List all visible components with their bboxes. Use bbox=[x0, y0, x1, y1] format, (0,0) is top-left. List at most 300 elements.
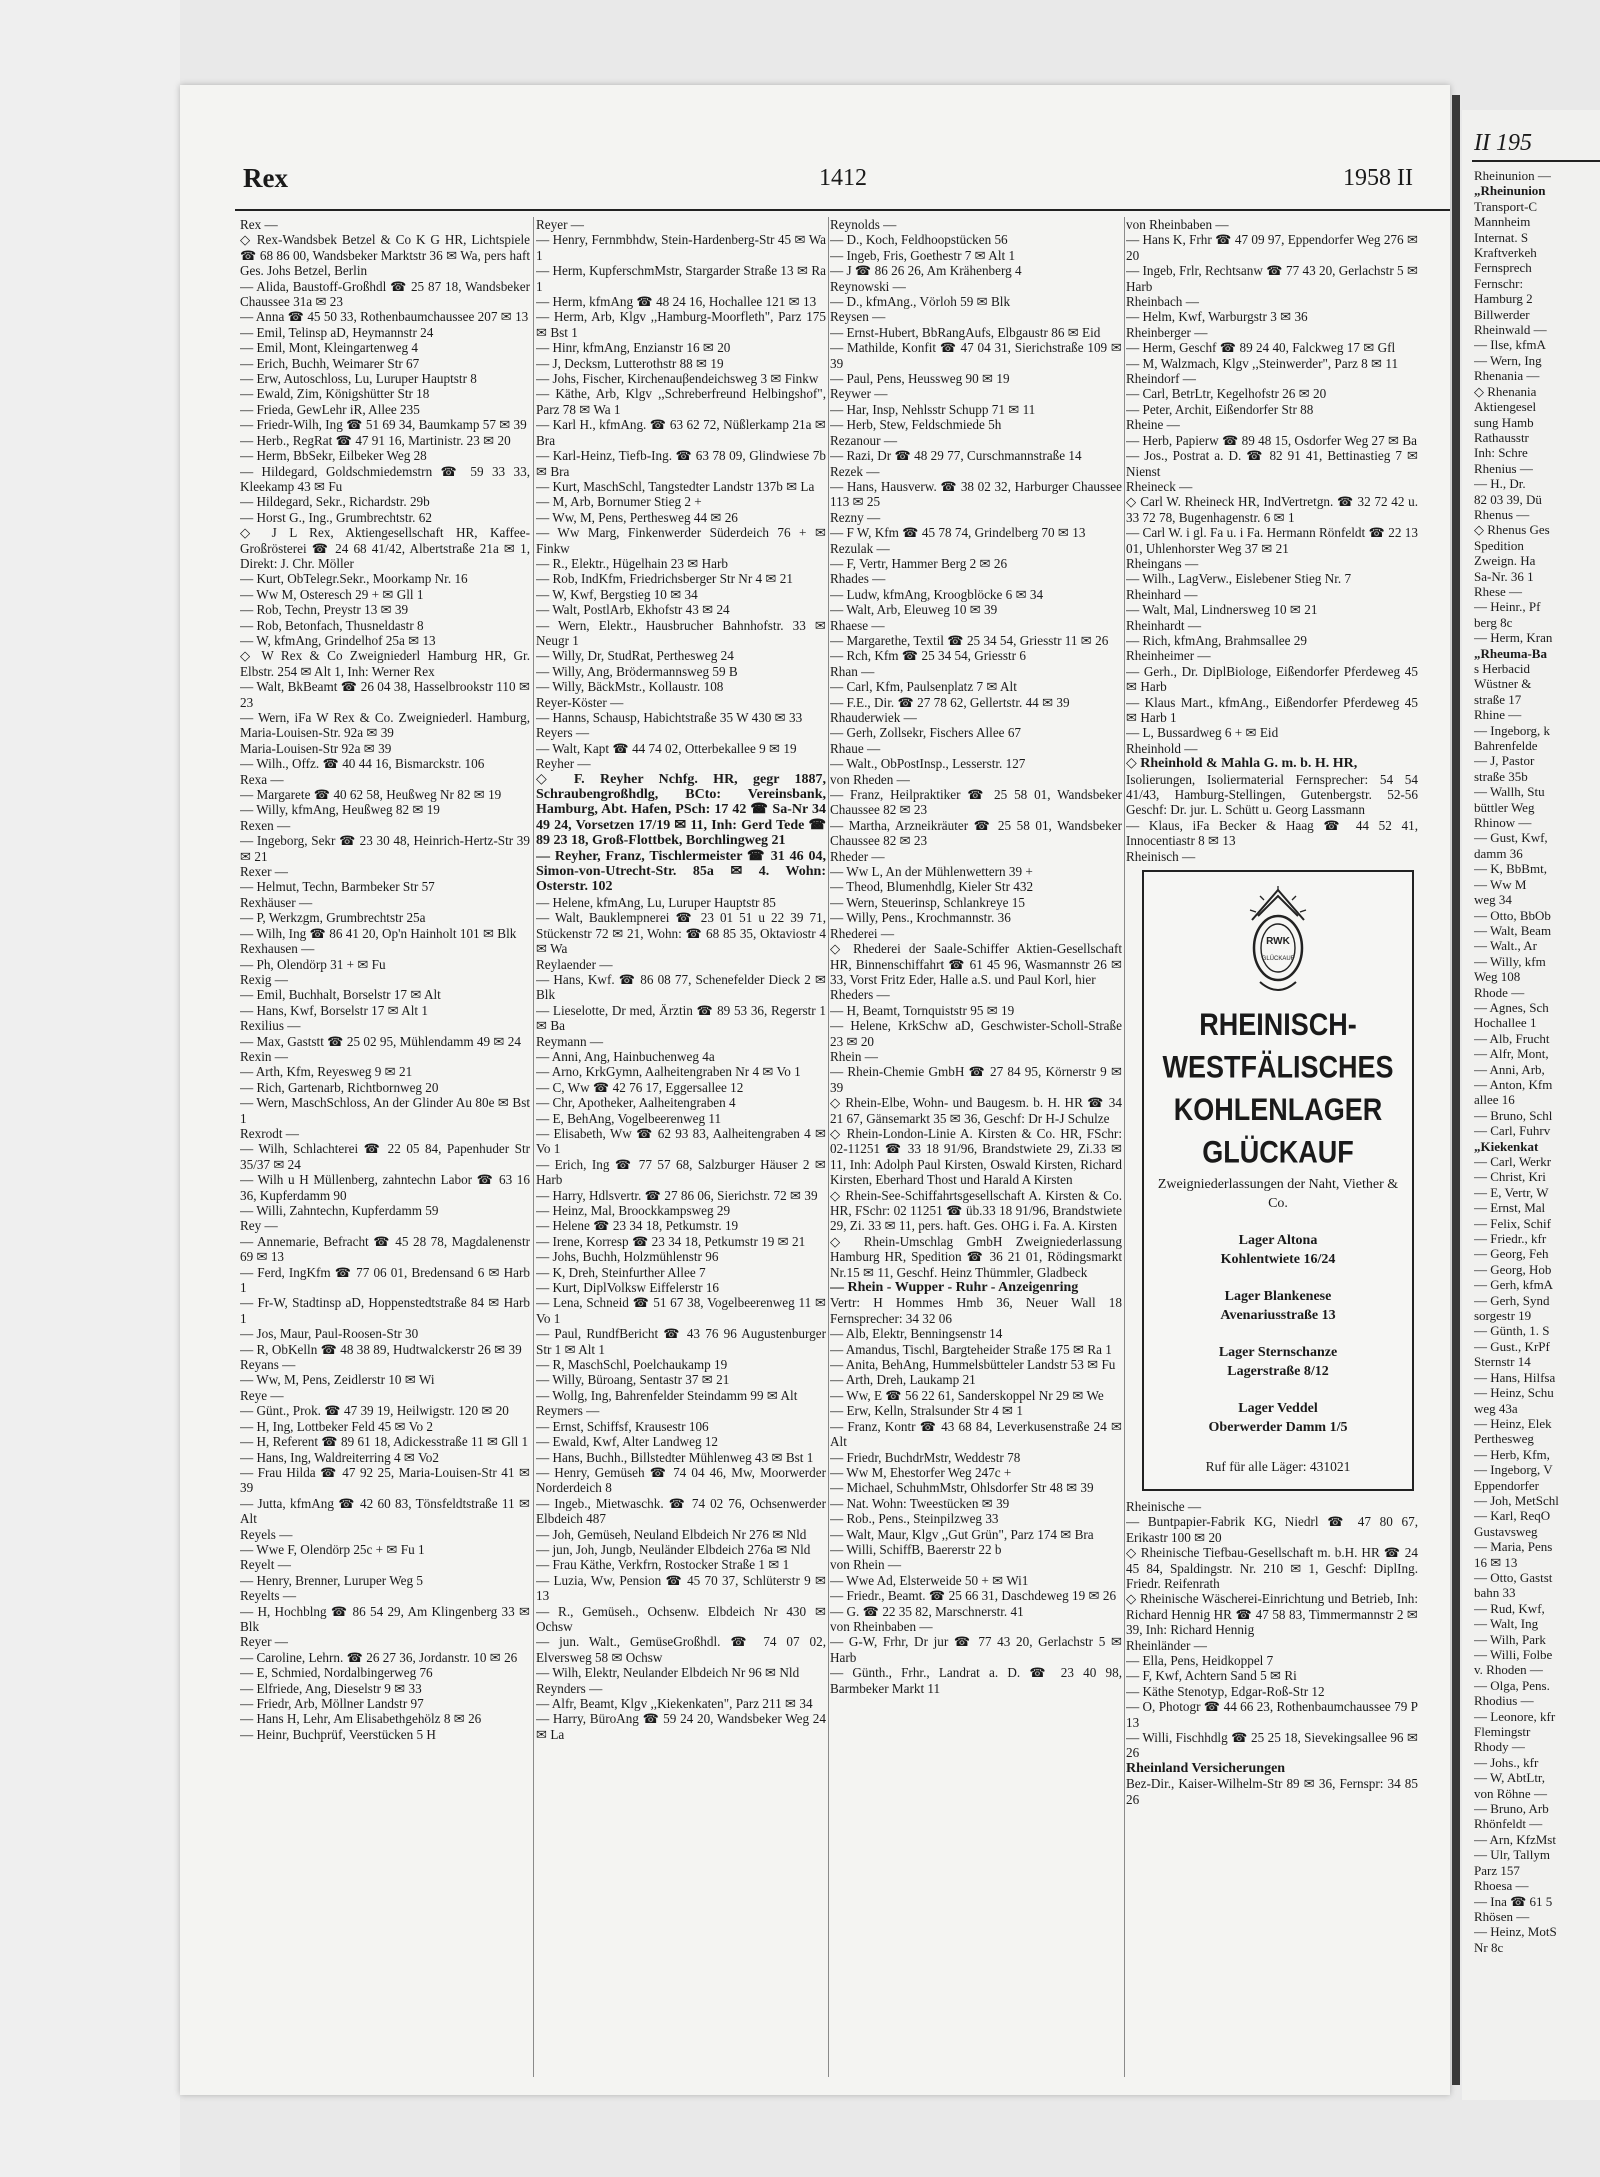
facing-page-entry: — Georg, Feh bbox=[1474, 1246, 1549, 1262]
facing-page-entry: Billwerder bbox=[1474, 306, 1530, 322]
surname-heading: Reymers — bbox=[536, 1403, 600, 1419]
facing-page-entry: berg 8c bbox=[1474, 614, 1513, 630]
directory-entry: — Willy, Büroang, Sentastr 37 ✉ 21 bbox=[536, 1372, 730, 1388]
directory-entry: — Herb, Stew, Feldschmiede 5h bbox=[830, 417, 1002, 433]
surname-heading: Rheinisch — bbox=[1126, 848, 1196, 864]
facing-header-rule bbox=[1472, 160, 1600, 162]
directory-entry: — Erw, Autoschloss, Lu, Luruper Hauptstr 8 bbox=[240, 371, 477, 387]
surname-heading: Rhan — bbox=[830, 663, 875, 679]
surname-heading: Reyelt — bbox=[240, 1557, 291, 1573]
advertisement-box bbox=[1142, 870, 1414, 1491]
directory-entry: — Heinr, Buchprüf, Veerstücken 5 H bbox=[240, 1726, 436, 1742]
directory-entry: — Willi, Zahntechn, Kupferdamm 59 bbox=[240, 1203, 439, 1218]
directory-entry: — Arno, KrkGymn, Aalheitengraben Nr 4 ✉ Vo 1 bbox=[536, 1064, 801, 1080]
directory-entry: — Reyher, Franz, Tischlermeister ☎ 31 46 04, Simon-von-Utrecht-Str. 85a ✉ 4. Wohn: Osterstr. 102 bbox=[536, 848, 826, 895]
surname-heading: Reyer — bbox=[536, 217, 584, 232]
facing-page-entry: „Rheinunion bbox=[1474, 183, 1546, 199]
facing-page-entry: — Bruno, Arb bbox=[1474, 1801, 1549, 1817]
surname-heading: Rhaese — bbox=[830, 617, 885, 633]
directory-entry: — Chr, Apotheker, Aalheitengraben 4 bbox=[536, 1095, 736, 1111]
directory-entry: — L, Bussardweg 6 + ✉ Eid bbox=[1126, 725, 1279, 741]
directory-entry: — Walt, Arb, Eleuweg 10 ✉ 39 bbox=[830, 602, 998, 618]
directory-entry: — Käthe, Arb, Klgv ,,Schreberfreund Helbingshof", Parz 78 ✉ Wa 1 bbox=[536, 386, 826, 417]
directory-entry: — Wollg, Ing, Bahrenfelder Steindamm 99 ✉ Alt bbox=[536, 1387, 798, 1403]
surname-heading: Rheinberger — bbox=[1126, 324, 1208, 340]
directory-entry: — Wern, iFa W Rex & Co. Zweigniederl. Hamburg, Maria-Louisen-Str. 92a ✉ 39 bbox=[240, 710, 530, 741]
directory-entry: — Hildegard, Sekr., Richardstr. 29b bbox=[240, 494, 430, 510]
directory-entry: — Walt., ObPostInsp., Lesserstr. 127 bbox=[830, 756, 1026, 772]
facing-page-entry: Rhinow — bbox=[1474, 815, 1532, 831]
surname-heading: Rexa — bbox=[240, 771, 284, 787]
facing-page-entry: — Friedr., kfr bbox=[1474, 1231, 1547, 1247]
column-divider bbox=[828, 217, 829, 2077]
surname-heading: Rheinhard — bbox=[1126, 586, 1198, 602]
surname-heading: Reyels — bbox=[240, 1526, 293, 1542]
directory-entry: — Helene, KrkSchw aD, Geschwister-Scholl-Straße 23 ✉ 20 bbox=[830, 1018, 1122, 1049]
directory-entry: — Ww M, Ehestorfer Weg 247c + bbox=[830, 1464, 1012, 1480]
directory-entry: — Ww Marg, Finkenwerder Süderdeich 76 + ✉ Finkw bbox=[536, 525, 826, 556]
facing-page-entry: — Günth, 1. S bbox=[1474, 1323, 1550, 1339]
directory-entry: ◇ Rhein-Umschlag GmbH Zweigniederlassung Hamburg HR, Spedition ☎ 36 21 01, Rödingsmarkt Nr.15 ✉ 11, Geschf. Heinz Thümmler, Gladbeck bbox=[830, 1233, 1122, 1280]
facing-page-entry: 82 03 39, Dü bbox=[1474, 491, 1542, 507]
facing-page-entry: — K, BbBmt, bbox=[1474, 861, 1547, 877]
facing-page-entry: — Wallh, Stu bbox=[1474, 784, 1545, 800]
directory-entry: — R, ObKelln ☎ 48 38 89, Hudtwalckerstr 26 ✉ 39 bbox=[240, 1341, 522, 1357]
facing-page-entry: Rhösen — bbox=[1474, 1908, 1530, 1924]
directory-entry: — Wilh., LagVerw., Eislebener Stieg Nr. 7 bbox=[1126, 571, 1352, 587]
directory-entry: — Peter, Archit, Eißendorfer Str 88 bbox=[1126, 401, 1314, 417]
ad-location-name: Lager Veddel bbox=[1238, 1401, 1318, 1417]
facing-page-entry: — Herb, Kfm, bbox=[1474, 1446, 1550, 1462]
directory-entry: — Elfriede, Ang, Dieselstr 9 ✉ 33 bbox=[240, 1680, 422, 1696]
facing-page-entry: — Joh, MetSchl bbox=[1474, 1492, 1559, 1508]
facing-page-entry: allee 16 bbox=[1474, 1092, 1515, 1108]
directory-entry: — Ingeb, Fris, Goethestr 7 ✉ Alt 1 bbox=[830, 247, 1016, 263]
surname-heading: Rexen — bbox=[240, 817, 291, 833]
directory-entry: — Jos., Postrat a. D. ☎ 82 91 41, Bettinastieg 7 ✉ Nienst bbox=[1126, 448, 1418, 479]
facing-page-entry: Rhody — bbox=[1474, 1739, 1525, 1755]
facing-page-entry: Sa-Nr. 36 1 bbox=[1474, 568, 1534, 584]
directory-entry: — R., Gemüseh., Ochsenw. Elbdeich Nr 430 ✉ Ochsw bbox=[536, 1603, 826, 1634]
facing-page-entry: — Herm, Kran bbox=[1474, 630, 1553, 646]
surname-heading: Rheder — bbox=[830, 848, 885, 864]
directory-entry: — Michael, SchuhmMstr, Ohlsdorfer Str 48 ✉ 39 bbox=[830, 1480, 1094, 1496]
directory-entry: — Anita, BehAng, Hummelsbütteler Landstr 53 ✉ Fu bbox=[830, 1357, 1116, 1373]
directory-entry: — Wwe Ad, Elsterweide 50 + ✉ Wi1 bbox=[830, 1572, 1029, 1588]
directory-entry: — Nat. Wohn: Tweestücken ✉ 39 bbox=[830, 1495, 1010, 1511]
directory-entry: — Ww, E ☎ 56 22 61, Sanderskoppel Nr 29 ✉ We bbox=[830, 1387, 1104, 1403]
directory-entry: — Hans, Ing, Waldreiterring 4 ✉ Vo2 bbox=[240, 1449, 439, 1465]
directory-entry: Bez-Dir., Kaiser-Wilhelm-Str 89 ✉ 36, Fernspr: 34 85 26 bbox=[1126, 1776, 1418, 1807]
directory-entry: — Rhein - Wupper - Ruhr - Anzeigenring bbox=[830, 1280, 1079, 1296]
directory-entry: ◇ Carl W. Rheineck HR, IndVertretgn. ☎ 32 72 42 u. 33 72 78, Bugenhagenstr. 6 ✉ 1 bbox=[1126, 494, 1418, 525]
directory-entry: — Luzia, Ww, Pension ☎ 45 70 37, Schlüterstr 9 ✉ 13 bbox=[536, 1572, 826, 1604]
directory-entry: — Walt, Bauklempnerei ☎ 23 01 51 u 22 39 71, Stückenstr 72 ✉ 21, Wohn: ☎ 68 85 35, Oktaviostr 4 ✉ Wa bbox=[536, 910, 826, 957]
directory-entry: — Paul, Pens, Heussweg 90 ✉ 19 bbox=[830, 371, 1010, 387]
directory-entry: — Karl H., kfmAng. ☎ 63 62 72, Nüßlerkamp 21a ✉ Bra bbox=[536, 417, 826, 448]
directory-entry: — Mathilde, Konfit ☎ 47 04 31, Sierichstraße 109 ✉ 39 bbox=[830, 340, 1122, 371]
directory-entry: — Har, Insp, Nehlsstr Schupp 71 ✉ 11 bbox=[830, 401, 1036, 417]
directory-entry: — Hans H, Lehr, Am Elisabethgehölz 8 ✉ 26 bbox=[240, 1711, 482, 1727]
surname-heading: Rheders — bbox=[830, 987, 890, 1003]
directory-entry: — E, Schmied, Nordalbingerweg 76 bbox=[240, 1665, 433, 1681]
facing-page-entry: — Ilse, kfmA bbox=[1474, 337, 1546, 353]
page-header bbox=[243, 163, 1445, 203]
directory-entry: — Lieselotte, Dr med, Ärztin ☎ 89 53 36, Regerstr 1 ✉ Ba bbox=[536, 1002, 826, 1034]
directory-entry: — F, Vertr, Hammer Berg 2 ✉ 26 bbox=[830, 555, 1008, 571]
directory-entry: — Hans, Buchh., Billstedter Mühlenweg 43 ✉ Bst 1 bbox=[536, 1449, 814, 1465]
ad-title bbox=[1152, 1004, 1404, 1174]
directory-entry: ◇ W Rex & Co Zweigniederl Hamburg HR, Gr. Elbstr. 254 ✉ Alt 1, Inh: Werner Rex bbox=[240, 648, 530, 679]
surname-heading: Rheine — bbox=[1126, 417, 1180, 433]
surname-heading: Rhederei — bbox=[830, 925, 895, 941]
facing-page-entry: Flemingstr bbox=[1474, 1724, 1531, 1740]
facing-page-entry: — Willi, Folbe bbox=[1474, 1647, 1553, 1662]
directory-entry: — Paul, RundfBericht ☎ 43 76 96 Augustenburger Str 1 ✉ Alt 1 bbox=[536, 1326, 826, 1357]
ad-location-address: Avenariusstraße 13 bbox=[1220, 1308, 1336, 1324]
facing-page-entry: — Georg, Hob bbox=[1474, 1261, 1552, 1277]
directory-entry: — M, Walzmach, Klgv ,,Steinwerder", Parz 8 ✉ 11 bbox=[1126, 355, 1399, 371]
facing-page-entry: Rheinunion — bbox=[1474, 168, 1551, 183]
directory-entry: — H, Ing, Lottbeker Feld 45 ✉ Vo 2 bbox=[240, 1418, 433, 1434]
directory-entry: — Henry, Gemüseh ☎ 74 04 46, Mw, Moorwerder Norderdeich 8 bbox=[536, 1464, 826, 1496]
directory-entry: — Frau Hilda ☎ 47 92 25, Maria-Louisen-Str 41 ✉ 39 bbox=[240, 1464, 530, 1496]
directory-entry: — Wilh., Offz. ☎ 40 44 16, Bismarckstr. 106 bbox=[240, 756, 485, 772]
directory-entry: Vertr: H Hommes Hmb 36, Neuer Wall 18 Fernsprecher: 34 32 06 bbox=[830, 1295, 1122, 1326]
surname-heading: Rheinländer — bbox=[1126, 1637, 1207, 1653]
directory-entry: — Rhein-Chemie GmbH ☎ 27 84 95, Körnerstr 9 ✉ 39 bbox=[830, 1064, 1122, 1095]
facing-page-entry: — Ulr, Tallym bbox=[1474, 1847, 1550, 1863]
directory-entry: — Willy, Dr, StudRat, Perthesweg 24 bbox=[536, 648, 734, 664]
directory-entry: ◇ J L Rex, Aktiengesellschaft HR, Kaffee-Großrösterei ☎ 24 68 41/42, Albertstraße 21a ✉ 1, Direkt: J. Chr. Möller bbox=[240, 525, 530, 571]
directory-entry: — H, Hochblng ☎ 86 54 29, Am Klingenberg 33 ✉ Blk bbox=[240, 1603, 530, 1634]
directory-entry: — R., Elektr., Hügelhain 23 ✉ Harb bbox=[536, 555, 728, 571]
directory-entry: — Martha, Arzneikräuter ☎ 25 58 01, Wandsbeker Chaussee 82 ✉ 23 bbox=[830, 817, 1122, 849]
facing-page-entry: — Hans, Hilfsa bbox=[1474, 1369, 1556, 1385]
directory-entry: — Herb., RegRat ☎ 47 91 16, Martinistr. 23 ✉ 20 bbox=[240, 432, 511, 448]
directory-entry: — Ernst, Schiffsf, Krausestr 106 bbox=[536, 1418, 709, 1434]
directory-entry: — H, Beamt, Tornquiststr 95 ✉ 19 bbox=[830, 1002, 1015, 1018]
directory-entry: — Erich, Buchh, Weimarer Str 67 bbox=[240, 355, 420, 371]
directory-entry: — Gerh, Zollsekr, Fischers Allee 67 bbox=[830, 725, 1022, 741]
surname-heading: Reylaender — bbox=[536, 956, 613, 972]
directory-entry: — Caroline, Lehrn. ☎ 26 27 36, Jordanstr. 10 ✉ 26 bbox=[240, 1649, 518, 1665]
directory-entry: — D., Koch, Feldhoopstücken 56 bbox=[830, 232, 1008, 248]
facing-page-entry: Inh: Schre bbox=[1474, 445, 1528, 461]
facing-page-entry: Rhoesa — bbox=[1474, 1878, 1529, 1894]
facing-page-entry: Mannheim bbox=[1474, 214, 1531, 230]
directory-entry: — Hildegard, Goldschmiedemstrn ☎ 59 33 33, Kleekamp 43 ✉ Fu bbox=[240, 463, 530, 494]
directory-entry: — Helmut, Techn, Barmbeker Str 57 bbox=[240, 879, 435, 895]
column-1 bbox=[240, 217, 530, 2077]
directory-entry: — H, Referent ☎ 89 61 18, Adickesstraße 11 ✉ Gll 1 bbox=[240, 1434, 529, 1450]
surname-heading: Rheinische — bbox=[1126, 1498, 1202, 1514]
facing-page-entry: — Olga, Pens. bbox=[1474, 1677, 1550, 1693]
facing-page-entry: damm 36 bbox=[1474, 845, 1523, 861]
directory-entry: — Hans, Kwf, Borselstr 17 ✉ Alt 1 bbox=[240, 1002, 428, 1018]
directory-entry: — Kurt, DiplVolksw Eiffelerstr 16 bbox=[536, 1280, 720, 1296]
facing-page-entry: Bahrenfelde bbox=[1474, 738, 1538, 754]
facing-page-entry: bahn 33 bbox=[1474, 1585, 1516, 1601]
directory-entry: — Theod, Blumenhdlg, Kieler Str 432 bbox=[830, 879, 1034, 895]
directory-entry: — Anna ☎ 45 50 33, Rothenbaumchaussee 207 ✉ 13 bbox=[240, 309, 529, 325]
facing-page-entry: Eppendorfer bbox=[1474, 1477, 1539, 1493]
ad-subtitle: Zweigniederlassungen der Naht, Viether & Co. bbox=[1157, 1177, 1399, 1212]
facing-page-entry: weg 43a bbox=[1474, 1400, 1518, 1416]
facing-page-entry: — Carl, Fuhrv bbox=[1474, 1123, 1551, 1139]
facing-page-entry: Zweign. Ha bbox=[1474, 553, 1536, 569]
directory-entry: Isolierungen, Isoliermaterial Fernsprecher: 54 54 41/43, Hamburg-Stellingen, Gutenbergstr. 52-56 Geschf: Dr. jur. L. Schütt u. Georg Lassmann bbox=[1126, 771, 1418, 818]
surname-heading: Rexhäuser — bbox=[240, 894, 313, 910]
directory-entry: — C, Ww ☎ 42 76 17, Eggersallee 12 bbox=[536, 1079, 744, 1095]
directory-entry: — O, Photogr ☎ 44 66 23, Rothenbaumchaussee 79 P 13 bbox=[1126, 1699, 1418, 1730]
directory-entry: — Wilh, Elektr, Neulander Elbdeich Nr 96 ✉ Nld bbox=[536, 1665, 800, 1681]
facing-page-entry: — Walt, Ing bbox=[1474, 1616, 1539, 1632]
directory-entry: — Ewald, Kwf, Alter Landweg 12 bbox=[536, 1434, 719, 1450]
facing-page-entry: — Gerh, Synd bbox=[1474, 1292, 1550, 1308]
facing-page-entry: Rhenius — bbox=[1474, 460, 1533, 476]
directory-entry: — Franz, Kontr ☎ 43 68 84, Leverkusenstraße 24 ✉ Alt bbox=[830, 1418, 1122, 1450]
directory-entry: — Ella, Pens, Heidkoppel 7 bbox=[1126, 1652, 1274, 1668]
facing-page-entry: weg 34 bbox=[1474, 892, 1512, 908]
directory-entry: — jun, Joh, Jungb, Neuländer Elbdeich 276a ✉ Nld bbox=[536, 1541, 811, 1557]
directory-entry: — Erich, Ing ☎ 77 57 68, Salzburger Häuser 2 ✉ Harb bbox=[536, 1156, 826, 1188]
facing-page-entry: — Anton, Kfm bbox=[1474, 1076, 1553, 1092]
column-4 bbox=[1126, 217, 1418, 2077]
directory-entry: — Elisabeth, Ww ☎ 62 93 83, Aalheitengraben 4 ✉ Vo 1 bbox=[536, 1125, 826, 1157]
surname-heading: Rheinbach — bbox=[1126, 294, 1199, 310]
facing-page-entry: — Bruno, Schl bbox=[1474, 1107, 1553, 1123]
directory-entry: ◇ F. Reyher Nchfg. HR, gegr 1887, Schraubengroßhdlg, BCto: Vereinsbank, Hamburg, Abt. Hafen, PSch: 17 42 ☎ Sa-Nr 34 49 24, Vorsetzen 17/19 ✉ 11, Inh: Gerd Tede ☎ 89 23 18, Groß-Flottbek, Borchlingweg 21 bbox=[536, 771, 826, 849]
ad-location-address: Kohlentwiete 16/24 bbox=[1220, 1252, 1336, 1268]
facing-page-entry: — Heinz, Elek bbox=[1474, 1415, 1552, 1431]
facing-page-entry: „Rheuma-Ba bbox=[1474, 645, 1547, 661]
ad-location-address: Lagerstraße 8/12 bbox=[1227, 1364, 1329, 1380]
surname-heading: Reyelts — bbox=[240, 1588, 297, 1604]
surname-heading: Rexer — bbox=[240, 864, 288, 880]
directory-entry: — Helene ☎ 23 34 18, Petkumstr. 19 bbox=[536, 1218, 739, 1234]
directory-page bbox=[180, 85, 1450, 2095]
surname-heading: Rezny — bbox=[830, 509, 881, 525]
directory-entry: — Carl, BetrLtr, Kegelhofstr 26 ✉ 20 bbox=[1126, 386, 1327, 402]
directory-entry: — Joh, Gemüseh, Neuland Elbdeich Nr 276 ✉ Nld bbox=[536, 1526, 807, 1542]
facing-page-entry: Aktiengesel bbox=[1474, 399, 1537, 415]
facing-page-entry: — Wilh, Park bbox=[1474, 1631, 1546, 1647]
directory-entry: — J, Decksm, Lutterothstr 88 ✉ 19 bbox=[536, 355, 724, 371]
directory-entry: — Henry, Brenner, Luruper Weg 5 bbox=[240, 1572, 423, 1588]
surname-heading: Rezulak — bbox=[830, 540, 890, 556]
surname-heading: von Rhein — bbox=[830, 1557, 902, 1573]
directory-entry: — Ewald, Zim, Königshütter Str 18 bbox=[240, 386, 430, 402]
directory-entry: — Harry, Hdlsvertr. ☎ 27 86 06, Sierichstr. 72 ✉ 39 bbox=[536, 1187, 818, 1203]
facing-page-entry: — Ww M bbox=[1474, 876, 1527, 892]
facing-page-entry: Fernschr: bbox=[1474, 275, 1524, 291]
directory-entry: — Wwe F, Olendörp 25c + ✉ Fu 1 bbox=[240, 1541, 425, 1557]
directory-entry: — Wilh, Schlachterei ☎ 22 05 84, Papenhuder Str 35/37 ✉ 24 bbox=[240, 1141, 530, 1172]
facing-page-entry: sung Hamb bbox=[1474, 414, 1534, 430]
directory-entry: — Wern, Elektr., Hausbrucher Bahnhofstr. 33 ✉ Neugr 1 bbox=[536, 617, 826, 648]
directory-entry: — P, Werkzgm, Grumbrechtstr 25a bbox=[240, 910, 426, 926]
surname-heading: Rex — bbox=[240, 217, 278, 232]
directory-entry: ◇ Rhein-Elbe, Wohn- und Baugesm. b. H. HR ☎ 34 21 67, Gänsemarkt 35 ✉ 36, Geschf: Dr H-J Schulze bbox=[830, 1095, 1122, 1126]
facing-page-entry: Hochallee 1 bbox=[1474, 1015, 1537, 1031]
directory-entry: — Rob, IndKfm, Friedrichsberger Str Nr 4 ✉ 21 bbox=[536, 571, 793, 587]
directory-entry: — Carl, Kfm, Paulsenplatz 7 ✉ Alt bbox=[830, 679, 1017, 695]
directory-entry: — Helm, Kwf, Warburgstr 3 ✉ 36 bbox=[1126, 309, 1308, 325]
surname-heading: Rheindorf — bbox=[1126, 371, 1196, 387]
facing-page-entry: — Rud, Kwf, bbox=[1474, 1600, 1545, 1616]
ad-title-line: KOHLENLAGER bbox=[1173, 1092, 1383, 1128]
facing-page-entry: — Ernst, Mal bbox=[1474, 1200, 1546, 1216]
directory-entry: — Friedr-Wilh, Ing ☎ 51 69 34, Baumkamp 57 ✉ 39 bbox=[240, 417, 527, 433]
facing-page-entry: Weg 108 bbox=[1474, 969, 1521, 985]
directory-entry: — Ph, Olendörp 31 + ✉ Fu bbox=[240, 956, 386, 972]
surname-heading: Rexin — bbox=[240, 1048, 288, 1064]
column-2 bbox=[536, 217, 826, 2077]
directory-entry: — Emil, Mont, Kleingartenweg 4 bbox=[240, 340, 418, 356]
directory-entry: — Amandus, Tischl, Bargteheider Straße 175 ✉ Ra 1 bbox=[830, 1341, 1112, 1357]
directory-entry: — Helene, kfmAng, Lu, Luruper Hauptstr 85 bbox=[536, 894, 776, 910]
facing-page-entry: Internat. S bbox=[1474, 229, 1529, 245]
directory-entry: — Fr-W, Stadtinsp aD, Hoppenstedtstraße 84 ✉ Harb 1 bbox=[240, 1295, 530, 1326]
directory-entry: — Friedr, Arb, Möllner Landstr 97 bbox=[240, 1696, 424, 1711]
facing-page-entry: — E, Vertr, W bbox=[1474, 1184, 1549, 1200]
directory-entry: — Willy, Pens., Krochmannstr. 36 bbox=[830, 910, 1011, 926]
directory-entry: — Erw, Kelln, Stralsunder Str 4 ✉ 1 bbox=[830, 1403, 1023, 1419]
ad-footer: Ruf für alle Läger: 431021 bbox=[1205, 1459, 1351, 1475]
directory-entry: — Herm, KupferschmMstr, Stargarder Straße 13 ✉ Ra 1 bbox=[536, 263, 826, 294]
facing-page-entry: — Ingeborg, k bbox=[1474, 722, 1550, 738]
facing-page-entry: Rhode — bbox=[1474, 984, 1525, 1000]
directory-entry: — F.E., Dir. ☎ 27 78 62, Gellertstr. 44 ✉ 39 bbox=[830, 694, 1070, 710]
facing-page-entry: — Wern, Ing bbox=[1474, 352, 1542, 368]
directory-entry: — Anni, Ang, Hainbuchenweg 4a bbox=[536, 1048, 715, 1064]
header-rule bbox=[235, 209, 1450, 211]
surname-heading: Reynolds — bbox=[830, 217, 897, 232]
running-head: Rex bbox=[243, 163, 288, 193]
facing-page-entry: — Gerh, kfmA bbox=[1474, 1277, 1554, 1293]
facing-page-entry: — Arn, KfzMst bbox=[1474, 1831, 1556, 1847]
directory-entry: — Alb, Elektr, Benningsenstr 14 bbox=[830, 1326, 1003, 1342]
directory-entry: — W, Kwf, Bergstieg 10 ✉ 34 bbox=[536, 586, 698, 602]
directory-entry: — Ww L, An der Mühlenwettern 39 + bbox=[830, 864, 1033, 880]
facing-page-entry: Rhenania — bbox=[1474, 368, 1540, 384]
surname-heading: Rezek — bbox=[830, 463, 880, 479]
ad-location-name: Lager Altona bbox=[1238, 1233, 1318, 1249]
ad-location-name: Lager Blankenese bbox=[1224, 1289, 1332, 1305]
directory-entry: — Margarethe, Textil ☎ 25 34 54, Griesstr 11 ✉ 26 bbox=[830, 632, 1109, 648]
facing-page-entry: Rheinwald — bbox=[1474, 322, 1547, 338]
facing-page-entry: — H., Dr. bbox=[1474, 476, 1526, 492]
directory-entry: — Herm, BbSekr, Eilbeker Weg 28 bbox=[240, 448, 427, 464]
edition-year: 1958 II bbox=[1343, 165, 1413, 191]
directory-entry: — Willi, Fischhdlg ☎ 25 25 18, Sievekingsallee 96 ✉ 26 bbox=[1126, 1729, 1418, 1761]
facing-page-entry: Rhodius — bbox=[1474, 1693, 1534, 1709]
ad-locations bbox=[1152, 1231, 1404, 1437]
facing-page-entry: — Otto, Gastst bbox=[1474, 1569, 1553, 1585]
facing-page-entry: Rhine — bbox=[1474, 707, 1522, 723]
directory-entry: ◇ Rex-Wandsbek Betzel & Co K G HR, Lichtspiele ☎ 68 86 00, Wandsbeker Marktstr 36 ✉ Wa, pers haft Ges. Johs Betzel, Berlin bbox=[240, 232, 530, 279]
surname-heading: Reywer — bbox=[830, 386, 888, 402]
facing-page-entry: — Gust., KrPf bbox=[1474, 1338, 1550, 1354]
facing-page-entry: ◇ Rhenus Ges bbox=[1474, 522, 1550, 538]
directory-entry: Rheinland Versicherungen bbox=[1126, 1760, 1286, 1776]
facing-page-entry: — Carl, Werkr bbox=[1474, 1154, 1552, 1169]
directory-entry: — Rich, kfmAng, Brahmsallee 29 bbox=[1126, 632, 1307, 648]
surname-heading: von Rheinbaben — bbox=[830, 1618, 933, 1634]
facing-page-entry: Rhenus — bbox=[1474, 506, 1530, 522]
facing-page-entry: — Christ, Kri bbox=[1474, 1169, 1546, 1185]
directory-entry: — Herm, Geschf ☎ 89 24 40, Falckweg 17 ✉ Gfl bbox=[1126, 340, 1396, 356]
directory-entry: — Günth., Frhr., Landrat a. D. ☎ 23 40 98, Barmbeker Markt 11 bbox=[830, 1665, 1122, 1696]
directory-entry: — Willy, kfmAng, Heußweg 82 ✉ 19 bbox=[240, 802, 440, 818]
directory-entry: — Jos, Maur, Paul-Roosen-Str 30 bbox=[240, 1326, 419, 1342]
directory-entry: — Buntpapier-Fabrik KG, Niedrl ☎ 47 80 67, Erikastr 100 ✉ 20 bbox=[1126, 1514, 1418, 1545]
page-number: 1412 bbox=[819, 165, 867, 191]
directory-entry: — Hans, Hausverw. ☎ 38 02 32, Harburger Chaussee 113 ✉ 25 bbox=[830, 478, 1122, 510]
directory-entry: — Herm, kfmAng ☎ 48 24 16, Hochallee 121 ✉ 13 bbox=[536, 294, 817, 310]
directory-entry: — Johs, Buchh, Holzmühlenstr 96 bbox=[536, 1249, 719, 1265]
directory-entry: — Emil, Buchhalt, Borselstr 17 ✉ Alt bbox=[240, 987, 441, 1003]
facing-page-column bbox=[1474, 168, 1600, 1955]
facing-page-entry: v. Rhoden — bbox=[1474, 1662, 1543, 1678]
directory-entry: — Ludw, kfmAng, Kroogblöcke 6 ✉ 34 bbox=[830, 586, 1044, 602]
directory-entry: — D., kfmAng., Vörloh 59 ✉ Blk bbox=[830, 294, 1011, 310]
surname-heading: von Rheinbaben — bbox=[1126, 217, 1229, 232]
directory-entry: — jun. Walt., GemüseGroßhdl. ☎ 74 07 02, Elversweg 58 ✉ Ochsw bbox=[536, 1634, 826, 1665]
facing-page-entry: von Röhne — bbox=[1474, 1785, 1547, 1801]
surname-heading: Reyers — bbox=[536, 725, 590, 741]
directory-entry: — J ☎ 86 26 26, Am Krähenberg 4 bbox=[830, 263, 1022, 279]
directory-entry: — Frieda, GewLehr iR, Allee 235 bbox=[240, 401, 420, 417]
directory-entry: — Hanns, Schausp, Habichtstraße 35 W 430 ✉ 33 bbox=[536, 710, 803, 725]
directory-entry: — Käthe Stenotyp, Edgar-Roß-Str 12 bbox=[1126, 1683, 1325, 1699]
directory-entry: — Hinr, kfmAng, Enzianstr 16 ✉ 20 bbox=[536, 340, 731, 356]
directory-entry: — Wilh u H Müllenberg, zahntechn Labor ☎ 63 16 36, Kupferdamm 90 bbox=[240, 1172, 530, 1203]
directory-entry: — Friedr., Beamt. ☎ 25 66 31, Daschdeweg 19 ✉ 26 bbox=[830, 1588, 1117, 1604]
directory-entry: — W, kfmAng, Grindelhof 25a ✉ 13 bbox=[240, 632, 436, 648]
directory-entry: — Ww, M, Pens, Perthesweg 44 ✉ 26 bbox=[536, 509, 738, 525]
directory-entry: — Kurt, ObTelegr.Sekr., Moorkamp Nr. 16 bbox=[240, 571, 468, 587]
directory-entry: — Rob, Techn, Preystr 13 ✉ 39 bbox=[240, 602, 409, 618]
svg-text:RWK: RWK bbox=[1266, 936, 1290, 948]
directory-entry: — Horst G., Ing., Grumbrechtstr. 62 bbox=[240, 509, 432, 525]
surname-heading: Reyher — bbox=[536, 756, 591, 772]
directory-entry: — Walt, PostlArb, Ekhofstr 43 ✉ 24 bbox=[536, 602, 730, 618]
surname-heading: Reyans — bbox=[240, 1357, 296, 1373]
directory-entry: — Gerh., Dr. DiplBiologe, Eißendorfer Pferdeweg 45 ✉ Harb bbox=[1126, 663, 1418, 695]
directory-entry: — Johs, Fischer, Kirchenauβendeichsweg 3 ✉ Finkw bbox=[536, 371, 819, 387]
surname-heading: Rexrodt — bbox=[240, 1125, 299, 1141]
facing-page-entry: — Alb, Frucht bbox=[1474, 1030, 1550, 1046]
directory-entry: — Klaus, iFa Becker & Haag ☎ 44 52 41, Innocentiastr 8 ✉ 13 bbox=[1126, 817, 1418, 849]
facing-page-entry: Transport-C bbox=[1474, 198, 1538, 214]
directory-entry: — Willy, BäckMstr., Kollaustr. 108 bbox=[536, 679, 724, 695]
book-gutter bbox=[1452, 95, 1460, 2085]
facing-page-entry: — Anni, Arb, bbox=[1474, 1061, 1545, 1077]
directory-entry: ◇ Rhederei der Saale-Schiffer Aktien-Gesellschaft HR, Binnenschiffahrt ☎ 61 45 96, Wasmannstr 26 ✉ 33, Vorst Fritz Eder, Halle a.S. und Paul Korl, hier bbox=[830, 941, 1122, 987]
facing-page-entry: — Ina ☎ 61 5 bbox=[1474, 1893, 1553, 1909]
facing-page-entry: — Johs., kfr bbox=[1474, 1754, 1539, 1770]
directory-entry: Maria-Louisen-Str 92a ✉ 39 bbox=[240, 740, 392, 756]
directory-entry: — Walt, Maur, Klgv ,,Gut Grün", Parz 174 ✉ Bra bbox=[830, 1526, 1094, 1542]
directory-entry: — Margarete ☎ 40 62 58, Heußweg Nr 82 ✉ 19 bbox=[240, 787, 502, 803]
facing-page-entry: büttler Weg bbox=[1474, 799, 1535, 815]
directory-entry: — M, Arb, Bornumer Stieg 2 + bbox=[536, 494, 702, 510]
surname-heading: Rheingans — bbox=[1126, 555, 1199, 571]
surname-heading: Reysen — bbox=[830, 309, 886, 325]
column-divider bbox=[533, 217, 534, 2077]
